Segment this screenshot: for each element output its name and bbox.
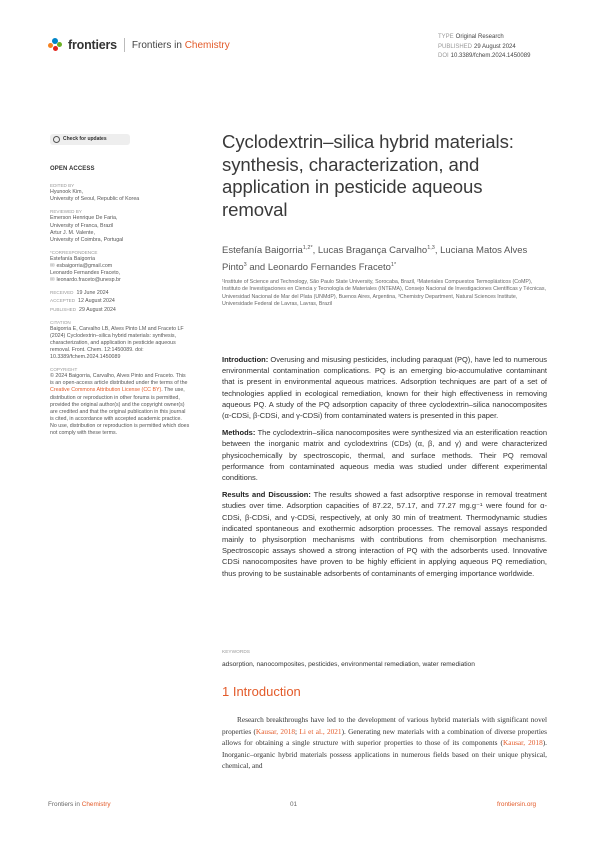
editor-name: Hyunook Kim, [50,189,83,196]
introduction-text [222,714,547,772]
section-heading: 1 Introduction [222,684,301,699]
cc-by-license-link[interactable]: Creative Commons Attribution License (CC BY) [50,387,162,394]
published-label: PUBLISHED [438,43,473,50]
copyright-label: COPYRIGHT [50,367,78,373]
published-date: 29 August 2024 [79,306,116,313]
author-affiliation-mark: 3 [243,262,247,269]
open-access-label: OPEN ACCESS [50,166,95,172]
correspondence-label: *CORRESPONDENCE [50,249,98,255]
body-text: ). Generating new materials with a combination of diverse properties allows for obtaining a single structure with superior properties to those of its components ( [222,726,547,747]
copyright-text-start: © 2024 Baigorria, Carvalho, Alves Pinto and Fraceto. This is an open-access article distributed under the terms of the [50,373,188,387]
abstract-text: The cyclodextrin–silica nanocomposites were synthesized via an esterification reaction between the inorganic matrix and cyclodextrins (CDs) (α, β, and γ) and were characterized physicochemically by spectroscopic, thermal, and surface methods. Their PQ removal performance from contaminated aqueous media was studied under different experimental conditions. [222,428,547,483]
email-icon: ✉ [50,263,55,270]
abstract-text: The results showed a fast adsorptive response in removal treatment studies over time. Adsorption capacities of 87.22, 57.17, and 77.27 mg.g⁻¹ were found for α-CDSi, β-CDSi, and γ-CDSi, respectively, at only 30 min of treatment. Thermodynamic studies indicated spontaneous and exothermic adsorption processes. The removal assays responded mainly to physisorption mechanisms with contributions from chemisorption mechanisms. Spectroscopic assays showed a strong interaction of PQ with the adsorbents used. Innovative CDSi nanocomposites have proven to be highly efficient in applying aqueous PQ remediation, thus proving to be sustainable adsorbents of contaminants of emerging importance worldwide. [222,490,547,578]
abstract-heading: Results and Discussion: [222,490,311,500]
abstract-heading: Introduction: [222,355,269,364]
article-sidebar [50,134,190,442]
reviewed-by-label: REVIEWED BY [50,209,82,215]
copyright-text [50,373,190,437]
article-title: Cyclodextrin–silica hybrid materials: synthesis, characterization, and application in pesticide aqueous removal [222,131,514,220]
correspondent-email[interactable]: esbaigorria@gmail.com [56,263,113,270]
author-conjunction: and [249,262,266,274]
editor-affiliation: University of Seoul, Republic of Korea [50,196,140,203]
author-affiliation-mark: 1* [390,262,397,269]
body-text: ). Inorganic–organic hybrid materials possess applications in numerous fields based on their unique physical, chemical, and [222,738,547,770]
check-updates-icon [53,136,60,143]
copyright-text-end: . The use, distribution or reproduction in other forums is permitted, provided the original author(s) and the copyright owner(s) are credited and that the original publication in this journal is cited, in accordance with accepted academic practice. No use, distribution or reproduction is permitted which does not comply with these terms. [50,387,190,436]
check-updates-button[interactable] [50,134,130,145]
published-label: PUBLISHED [50,306,77,312]
copyright [50,366,190,437]
abstract-heading: Methods: [222,428,256,438]
reviewer-affiliation: University of Franca, Brazil [50,222,114,229]
edited-by-label: EDITED BY [50,183,75,189]
type-label: TYPE [438,34,454,40]
citation [50,319,190,362]
frontiers-logo-icon [48,38,64,52]
author-name[interactable]: Leonardo Fernandes Fraceto [267,262,391,274]
footer-journal-prefix: Frontiers in [48,801,80,808]
abstract-methods [222,427,547,483]
correspondent-email[interactable]: leonardo.fraceto@unesp.br [56,277,121,284]
frontiers-logo[interactable] [48,38,230,52]
keywords: adsorption, nanocomposites, pesticides, environmental remediation, water remediation [222,661,475,668]
reviewer-name: Emerson Henrique De Faria, [50,215,118,222]
doi-link[interactable]: 10.3389/fchem.2024.1450089 [450,53,531,59]
journal-subject: Chemistry [184,39,230,51]
article-type: Original Research [455,34,504,40]
received-label: RECEIVED [50,290,74,296]
article-meta [438,33,530,62]
keywords-label: KEYWORDS [222,650,250,655]
correspondence [50,249,190,284]
author-list: Estefanía Baigorria$^{1,2*}$, Lucas Bragança Carvalho$^{1,3}$, Luciana Matos Alves Pinto$^3$ and Leonardo Fernandes Fraceto$^{1*}$ [222,245,528,274]
logo-divider [124,38,125,52]
citation-link[interactable]: Kausar, 2018 [255,726,296,736]
email-icon: ✉ [50,277,55,284]
author-name[interactable]: Estefanía Baigorria [222,245,303,257]
correspondent-name: Leonardo Fernandes Fraceto, [50,270,121,277]
journal-prefix: Frontiers in [131,39,182,51]
reviewed-by [50,208,190,243]
published-date: 29 August 2024 [474,43,516,50]
accepted-label: ACCEPTED [50,298,76,304]
abstract-results [222,489,547,579]
abstract [222,354,547,585]
received-date: 19 June 2024 [76,290,109,297]
abstract-introduction [222,354,547,421]
citation-link[interactable]: Li et al., 2021 [299,726,342,736]
page-number: 01 [290,801,298,808]
body-text: Research breakthroughs have led to the development of various hybrid materials with significant novel properties ( [222,715,547,736]
doi-label: DOI [438,53,449,59]
footer-journal [48,801,111,808]
author-affiliation-mark: 1,2* [302,245,313,251]
affiliations: ¹Institute of Science and Technology, São Paulo State University, Sorocaba, Brazil, ²Materiales Compuestos Termoplásticos (CoMP), Instituto de Investigaciones en Ciencia y Tecnología de Materiales (INTEMA), Consejo Nacional de Investigaciones Científicas y Técnicas, Universidad Nacional de Mar del Plata (UNMdP), Buenos Aires, Argentina, ³Chemistry Department, Natural Sciences Institute, Universidade Federal de Lavras, Lavras, Brazil [222,279,546,308]
citation-label: CITATION [50,319,71,325]
citation-text: Baigorria E, Carvalho LB, Alves Pinto LM and Fraceto LF (2024) Cyclodextrin–silica hybrid materials: synthesis, characterization, and application in pesticide aqueous removal. Front. Chem. 12:1450089. doi: 10.3389/fchem.2024.1450089 [50,325,184,361]
author-name[interactable]: Luciana Matos Alves Pinto [222,245,528,274]
accepted-date: 12 August 2024 [78,298,115,305]
abstract-text: Overusing and misusing pesticides, including paraquat (PQ), have led to numerous environmental contamination complications. PQ is an emerging bio-accumulative contaminant that is present in environmental aqueous matrices. Adsorption techniques are part of a set of technologies applied in ecological remediation, known for their high effectiveness in removing aqueous PQ. A study of the PQ adsorption capacity of three cyclodextrin–silica nanocomposites (α-CDSi, β-CDSi, and γ-CDSi) from contaminated waters is presented in this paper. [222,355,547,421]
dates [50,289,190,313]
check-updates-label: Check for updates [63,135,107,142]
author-affiliation-mark: 1,3 [427,245,435,251]
citation-link[interactable]: Kausar, 2018 [502,738,543,747]
edited-by [50,182,190,203]
footer-site-link[interactable]: frontiersin.org [497,801,537,808]
footer-journal-subject: Chemistry [81,801,111,808]
reviewer-affiliation: University of Coimbra, Portugal [50,236,124,243]
correspondent-name: Estefanía Baigorria [50,255,96,262]
journal-name [132,40,230,51]
author-name[interactable]: Lucas Bragança Carvalho [317,245,428,257]
reviewer-name: Artur J. M. Valente, [50,229,95,236]
body-text: ; [295,726,300,736]
brand-name: frontiers [68,38,117,52]
